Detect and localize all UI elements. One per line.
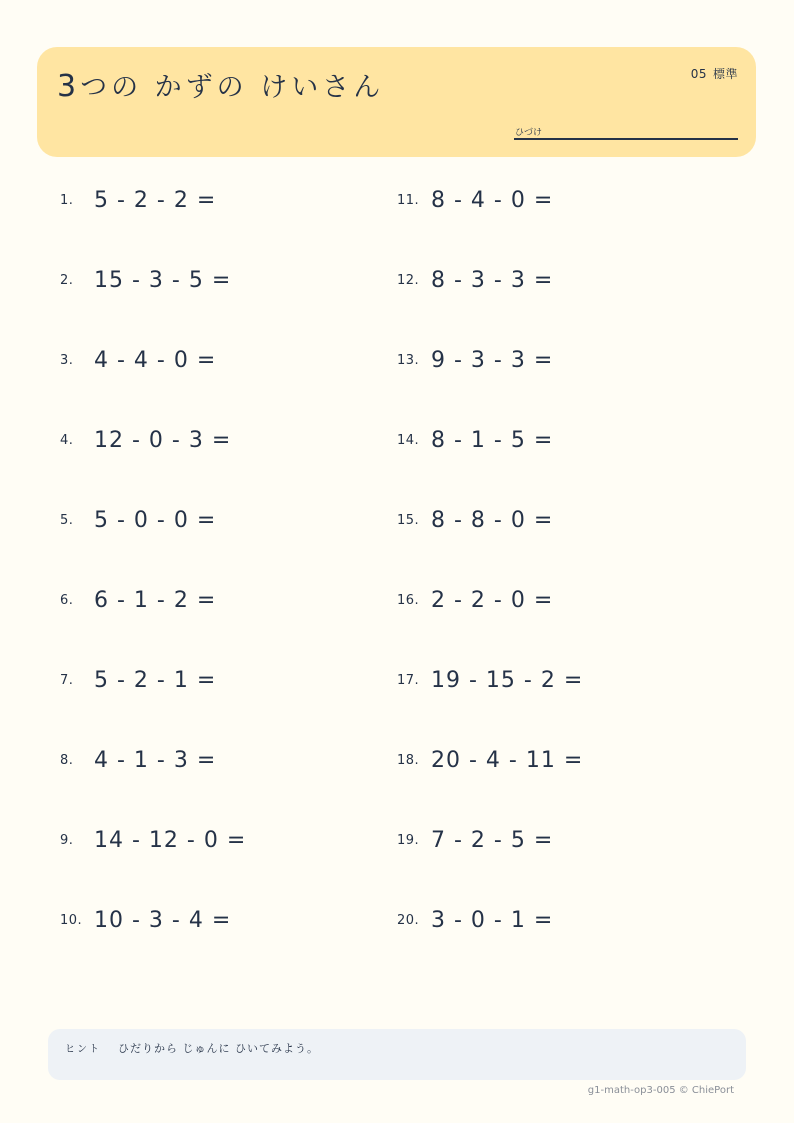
problem-item	[397, 745, 583, 775]
problem-number: 7.	[60, 672, 74, 688]
problem-number: 11.	[397, 192, 420, 208]
level-number: 05	[690, 67, 707, 81]
worksheet-header	[37, 47, 756, 157]
problem-number: 17.	[397, 672, 420, 688]
problem-number: 3.	[60, 352, 74, 368]
problem-expression: 7 - 2 - 5 =	[431, 827, 554, 853]
problem-number: 14.	[397, 432, 420, 448]
problem-expression: 5 - 0 - 0 =	[94, 507, 217, 533]
problem-expression: 10 - 3 - 4 =	[94, 907, 232, 933]
problem-item	[60, 265, 231, 295]
problem-expression: 3 - 0 - 1 =	[431, 907, 554, 933]
problem-item	[397, 825, 553, 855]
title-text: つの かずの けいさん	[80, 72, 385, 103]
level-label: 標準	[712, 67, 738, 81]
problem-number: 18.	[397, 752, 420, 768]
problem-number: 15.	[397, 512, 420, 528]
problem-expression: 8 - 4 - 0 =	[431, 187, 554, 213]
hint-label: ヒント	[65, 1044, 101, 1055]
problem-item	[397, 185, 553, 215]
problem-number: 4.	[60, 432, 74, 448]
problem-item	[397, 265, 553, 295]
footer-credit: g1-math-op3-005 © ChiePort	[587, 1085, 734, 1096]
problem-expression: 5 - 2 - 1 =	[94, 667, 217, 693]
hint-box	[48, 1029, 746, 1080]
problem-item	[60, 425, 231, 455]
problem-number: 12.	[397, 272, 420, 288]
problem-item	[60, 665, 216, 695]
problem-item	[60, 345, 216, 375]
problem-expression: 4 - 4 - 0 =	[94, 347, 217, 373]
problem-expression: 14 - 12 - 0 =	[94, 827, 247, 853]
problem-expression: 6 - 1 - 2 =	[94, 587, 217, 613]
problem-number: 5.	[60, 512, 74, 528]
date-field-line[interactable]	[514, 138, 738, 140]
problem-item	[60, 825, 246, 855]
problem-number: 10.	[60, 912, 83, 928]
problem-expression: 19 - 15 - 2 =	[431, 667, 584, 693]
problem-number: 2.	[60, 272, 74, 288]
date-label: ひづけ	[515, 128, 543, 138]
problem-expression: 2 - 2 - 0 =	[431, 587, 554, 613]
problem-number: 20.	[397, 912, 420, 928]
problem-number: 9.	[60, 832, 74, 848]
level-indicator	[691, 65, 738, 82]
problem-number: 8.	[60, 752, 74, 768]
problem-expression: 5 - 2 - 2 =	[94, 187, 217, 213]
problem-item	[397, 505, 553, 535]
problem-item	[397, 665, 583, 695]
title-number: 3	[57, 69, 81, 104]
problem-item	[60, 585, 216, 615]
problem-expression: 4 - 1 - 3 =	[94, 747, 217, 773]
problem-item	[60, 905, 231, 935]
problem-item	[397, 425, 553, 455]
problem-expression: 9 - 3 - 3 =	[431, 347, 554, 373]
hint-text: ひだりから じゅんに ひいてみよう。	[118, 1042, 319, 1055]
problem-item	[60, 185, 216, 215]
worksheet-title	[57, 65, 384, 104]
problem-expression: 20 - 4 - 11 =	[431, 747, 584, 773]
problem-item	[397, 585, 553, 615]
problem-number: 6.	[60, 592, 74, 608]
problem-number: 16.	[397, 592, 420, 608]
problem-expression: 8 - 1 - 5 =	[431, 427, 554, 453]
problem-expression: 8 - 8 - 0 =	[431, 507, 554, 533]
problem-number: 1.	[60, 192, 74, 208]
problem-expression: 8 - 3 - 3 =	[431, 267, 554, 293]
problem-number: 13.	[397, 352, 420, 368]
problem-item	[60, 745, 216, 775]
problem-expression: 12 - 0 - 3 =	[94, 427, 232, 453]
problem-item	[397, 905, 553, 935]
problem-number: 19.	[397, 832, 420, 848]
problem-expression: 15 - 3 - 5 =	[94, 267, 232, 293]
problem-item	[60, 505, 216, 535]
problem-item	[397, 345, 553, 375]
